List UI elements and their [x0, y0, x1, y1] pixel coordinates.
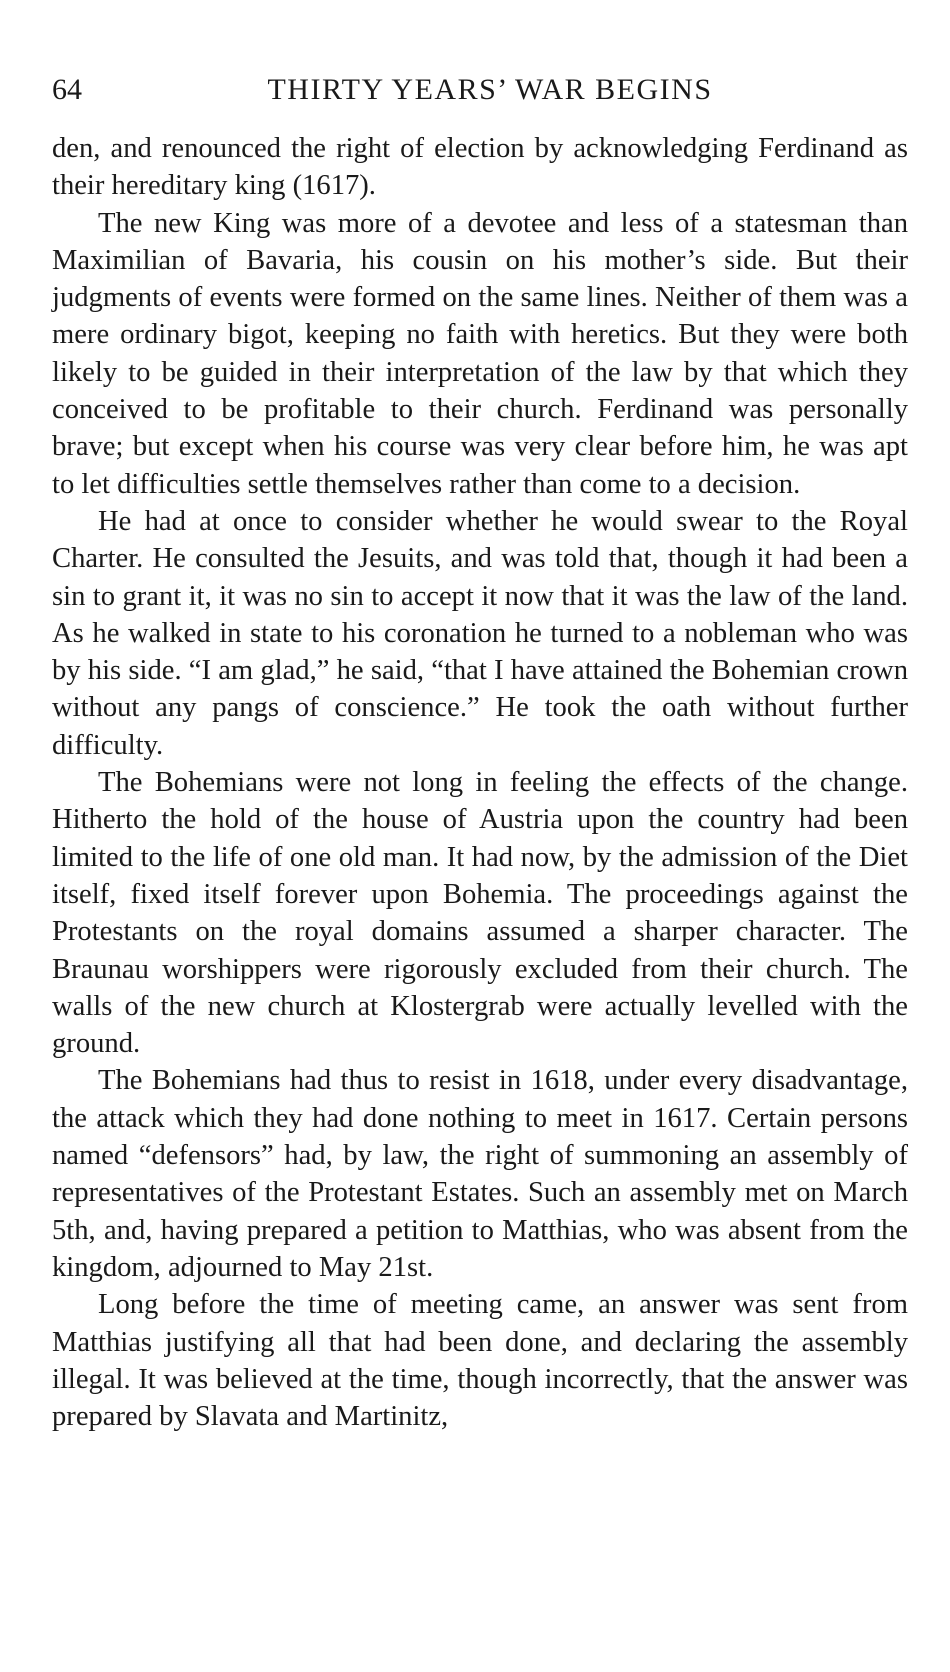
running-title: THIRTY YEARS’ WAR BEGINS	[267, 73, 713, 106]
paragraph: The Bohemians had thus to resist in 1618, under every disadvantage, the attack which they had done nothing to meet in 1617. Certain persons named “defensors” had, by law, the right of summoning an assembly of representatives of the Protestant Estates. Such an assembly met on March 5th, and, having prepared a petition to Matthias, who was absent from the kingdom, adjourned to May 21st.	[52, 1065, 908, 1283]
book-page	[52, 66, 908, 1435]
page-number: 64	[52, 73, 82, 106]
paragraph: He had at once to consider whether he would swear to the Royal Charter. He consulted the Jesuits, and was told that, though it had been a sin to grant it, it was no sin to accept it now that it was the law of the land. As he walked in state to his coronation he turned to a nobleman who was by his side. “I am glad,” he said, “that I have attained the Bohemian crown without any pangs of conscience.” He took the oath without further difficulty.	[52, 505, 908, 761]
body-text	[52, 130, 908, 1435]
paragraph: The Bohemians were not long in feeling the effects of the change. Hitherto the hold of the house of Austria upon the country had been limited to the life of one old man. It had now, by the admission of the Diet itself, fixed itself forever upon Bohemia. The proceedings against the Protestants on the royal domains assumed a sharper character. The Braunau worshippers were rigorously excluded from their church. The walls of the new church at Klostergrab were actually levelled with the ground.	[52, 767, 908, 1060]
paragraph-continuation: den, and renounced the right of election by acknowledging Ferdinand as their hereditary king (1617).	[52, 133, 908, 202]
paragraph: The new King was more of a devotee and less of a statesman than Maximilian of Bavaria, his cousin on his mother’s side. But their judgments of events were formed on the same lines. Neither of them was a mere ordinary bigot, keeping no faith with heretics. But they were both likely to be guided in their interpretation of the law by that which they conceived to be profitable to their church. Ferdinand was personally brave; but except when his course was very clear before him, he was apt to let difficulties settle themselves rather than come to a decision.	[52, 207, 908, 500]
paragraph: Long before the time of meeting came, an answer was sent from Matthias justifying all that had been done, and declaring the assembly illegal. It was believed at the time, though incorrectly, that the answer was prepared by Slavata and Martinitz,	[52, 1289, 908, 1433]
running-head	[52, 66, 908, 114]
